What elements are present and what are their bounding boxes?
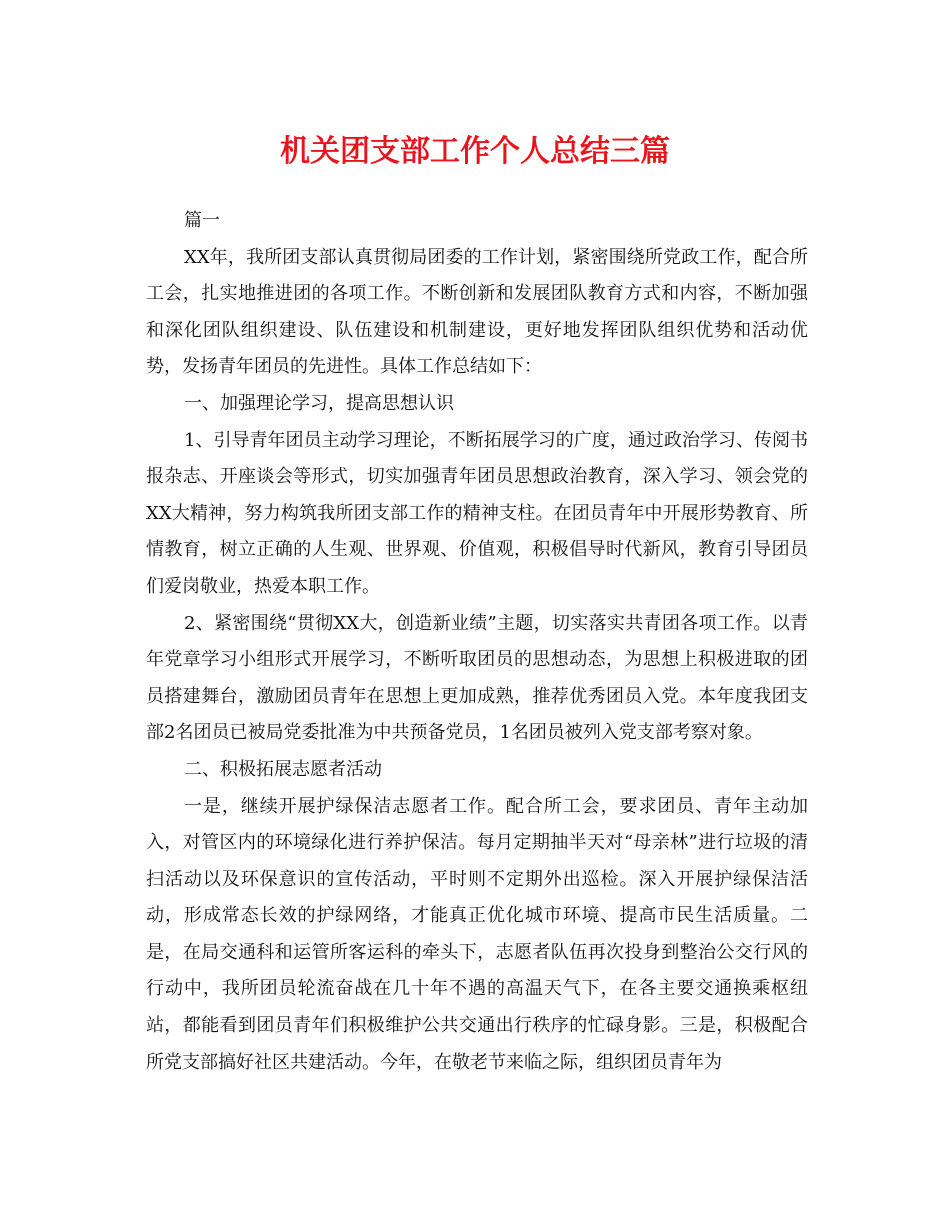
paragraph-item-2: 2、紧密围绕“贯彻XX大，创造新业绩”主题，切实落实共青团各项工作。以青年党章学习小组形式开展学习，不断听取团员的思想动态，为思想上积极进取的团员搭建舞台，激励团员青年在思想上更加成熟，推荐优秀团员入党。本年度我团支部2名团员已被局党委批准为中共预备党员，1名团员被列入党支部考察对象。 (146, 612, 808, 744)
paragraph-volunteer-activities: 一是，继续开展护绿保洁志愿者工作。配合所工会，要求团员、青年主动加入，对管区内的环境绿化进行养护保洁。每月定期抽半天对“母亲林”进行垃圾的清扫活动以及环保意识的宣传活动，平时则不定期外出巡检。深入开展护绿保洁活动，形成常态长效的护绿网络，才能真正优化城市环境、提高市民生活质量。二是，在局交通科和运管所客运科的牵头下，志愿者队伍再次投身到整治公交行风的行动中，我所团员轮流奋战在几十年不遇的高温天气下，在各主要交通换乘枢纽站，都能看到团员青年们积极维护公共交通出行秩序的忙碌身影。三是，积极配合所党支部搞好社区共建活动。今年，在敬老节来临之际，组织团员青年为 (146, 795, 808, 1073)
section-heading-volunteer: 二、积极拓展志愿者活动 (184, 758, 382, 780)
section-heading-theory-study: 一、加强理论学习，提高思想认识 (184, 392, 454, 414)
document-title: 机关团支部工作个人总结三篇 (280, 134, 670, 169)
intro-paragraph: XX年，我所团支部认真贯彻局团委的工作计划，紧密围绕所党政工作，配合所工会，扎实地推进团的各项工作。不断创新和发展团队教育方式和内容，不断加强和深化团队组织建设、队伍建设和机制建设，更好地发挥团队组织优势和活动优势，发扬青年团员的先进性。具体工作总结如下： (146, 246, 808, 378)
section-heading-part-one: 篇一 (184, 210, 220, 231)
paragraph-item-1: 1、引导青年团员主动学习理论，不断拓展学习的广度，通过政治学习、传阅书报杂志、开座谈会等形式，切实加强青年团员思想政治教育，深入学习、领会党的XX大精神，努力构筑我所团支部工作的精神支柱。在团员青年中开展形势教育、所情教育，树立正确的人生观、世界观、价值观，积极倡导时代新风，教育引导团员们爱岗敬业，热爱本职工作。 (146, 429, 808, 597)
document-body (146, 203, 808, 1081)
